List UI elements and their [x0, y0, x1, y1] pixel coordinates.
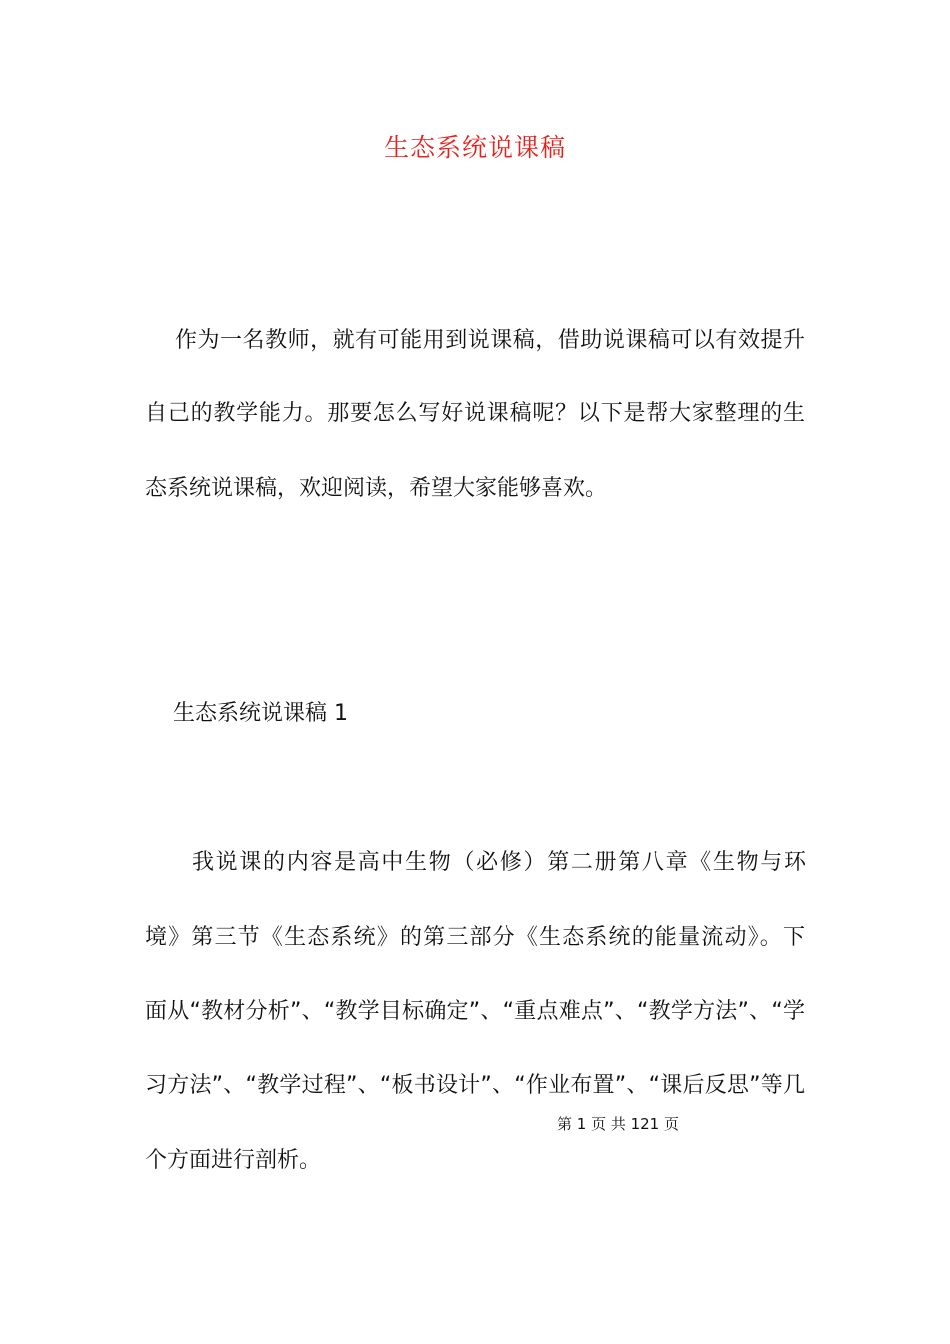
intro-line-2: 自己的教学能力。那要怎么写好说课稿呢？以下是帮大家整理的生	[145, 401, 805, 426]
intro-line-3: 态系统说课稿，欢迎阅读，希望大家能够喜欢。	[145, 476, 608, 501]
section-heading: 生态系统说课稿 1	[173, 701, 348, 726]
body-line-1: 我说课的内容是高中生物（必修）第二册第八章《生物与环	[192, 850, 806, 875]
document-title: 生态系统说课稿	[383, 133, 566, 162]
body-line-5: 个方面进行剖析。	[145, 1148, 322, 1173]
page-footer: 第 1 页 共 121 页	[556, 1115, 679, 1133]
body-line-2: 境》第三节《生态系统》的第三部分《生态系统的能量流动》。下	[145, 925, 805, 950]
body-line-3: 面从“教材分析”、“教学目标确定”、“重点难点”、“教学方法”、“学	[145, 999, 805, 1024]
body-line-4: 习方法”、“教学过程”、“板书设计”、“作业布置”、“课后反思”等几	[145, 1073, 805, 1098]
intro-line-1: 作为一名教师，就有可能用到说课稿，借助说课稿可以有效提升	[175, 328, 805, 353]
